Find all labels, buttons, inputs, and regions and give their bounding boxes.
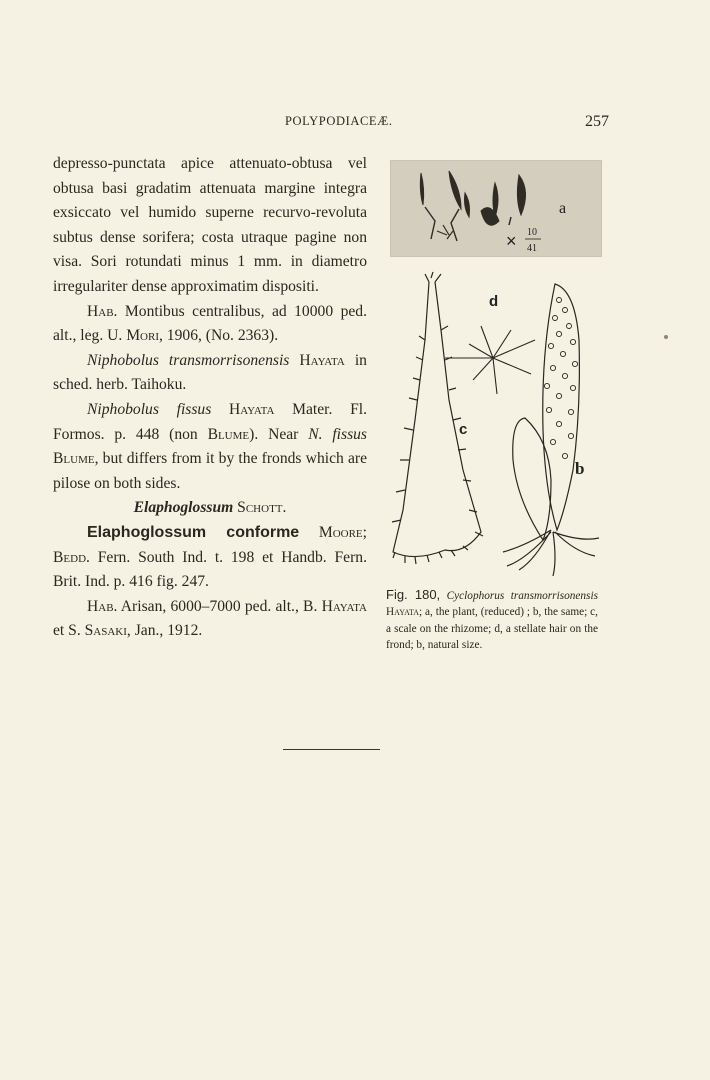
species-entry xyxy=(53,521,367,595)
note-text-3: , but differs from it by the fronds which are pilose on both sides. xyxy=(53,450,367,492)
caption-text: ; a, the plant, (reduced) ; b, the same; c, a scale on the rhizome; d, a stellate hair on the frond; b, natural size. xyxy=(386,606,598,652)
note-author: Hayata xyxy=(228,400,275,418)
frond-drawing-b xyxy=(503,284,599,576)
description-paragraph: depresso-punctata apice attenuato-obtusa vel obtusa basi gradatim attenuata margine integra exsiccato vel humido superne recurvo-revoluta subtus dense sorifera; costa utraque pagine non visa. Sori rotundati minus 1 mm. in diametro irregulariter dense approximatim dispositi. xyxy=(53,155,367,295)
habitat-text-2: Arisan, 6000–7000 ped. alt., B. xyxy=(117,597,322,615)
photo-label-a: a xyxy=(559,200,567,217)
drawing-label-c: c xyxy=(459,421,468,438)
page-number: 257 xyxy=(585,113,609,130)
note-species-name: Niphobolus fissus xyxy=(87,400,212,418)
collector-hayata: Hayata xyxy=(321,597,367,615)
citation-text: Fern. South Ind. t. 198 et Handb. Fern. Brit. Ind. p. 416 fig. 247. xyxy=(53,548,367,591)
species-name: Elaphoglossum conforme xyxy=(87,523,300,541)
synonym-paragraph xyxy=(53,349,367,398)
hab-label-2: Hab. xyxy=(87,597,118,615)
margin-speck xyxy=(664,335,668,339)
text-column xyxy=(53,152,367,644)
species-separator: ; xyxy=(362,523,367,541)
running-head: POLYPODIACEÆ. xyxy=(285,114,393,128)
habitat-paragraph xyxy=(53,300,367,349)
scale-denominator: 41 xyxy=(527,243,537,254)
caption-species-name: Cyclophorus transmorrisonensis xyxy=(446,590,598,602)
drawing-label-b: b xyxy=(575,459,585,478)
collector-sasaki: Sasaki xyxy=(84,622,127,640)
note-paragraph xyxy=(53,398,367,496)
end-rule xyxy=(283,749,380,750)
scale-times: × xyxy=(506,231,517,251)
synonym-text: in sched. herb. Taihoku. xyxy=(53,351,367,394)
figure-caption xyxy=(386,587,598,654)
scale-numerator: 10 xyxy=(527,227,537,238)
caption-figure-number: Fig. 180, xyxy=(386,587,441,602)
figure-line-drawings xyxy=(385,270,610,580)
note-near-name: N. fissus xyxy=(308,425,368,443)
note-text-2: ). Near xyxy=(249,425,309,443)
synonym-name: Niphobolus transmorrisonensis xyxy=(87,351,290,369)
synonym-author: Hayata xyxy=(299,351,345,369)
habitat-text-2b: et S. xyxy=(53,622,85,640)
note-blume-2: Blume xyxy=(53,450,95,468)
genus-heading xyxy=(53,496,367,521)
citation-bedd: Bedd. xyxy=(53,548,90,566)
figure-photo-plants xyxy=(390,160,602,257)
habitat-paragraph-2 xyxy=(53,595,367,644)
caption-author: Hayata xyxy=(386,606,420,619)
species-author: Moore xyxy=(318,523,363,541)
genus-author: Schott. xyxy=(237,499,287,517)
note-blume: Blume xyxy=(207,425,250,443)
sori-dots xyxy=(544,298,577,459)
drawing-label-d: d xyxy=(489,293,499,310)
collector-name: Mori xyxy=(126,327,159,345)
stellate-hair-drawing-d xyxy=(445,326,535,394)
scale-drawing-c xyxy=(392,272,483,564)
habitat-text-end: , 1906, (No. 2363). xyxy=(159,327,279,345)
note-text: Mater. Fl. Formos. p. 448 (non xyxy=(53,400,367,443)
habitat-text: Montibus centralibus, ad 10000 ped. alt., leg. U. xyxy=(53,302,367,345)
hab-label: Hab. xyxy=(87,302,118,320)
genus-name: Elaphoglossum xyxy=(133,499,234,517)
habitat-text-2c: , Jan., 1912. xyxy=(126,622,203,640)
